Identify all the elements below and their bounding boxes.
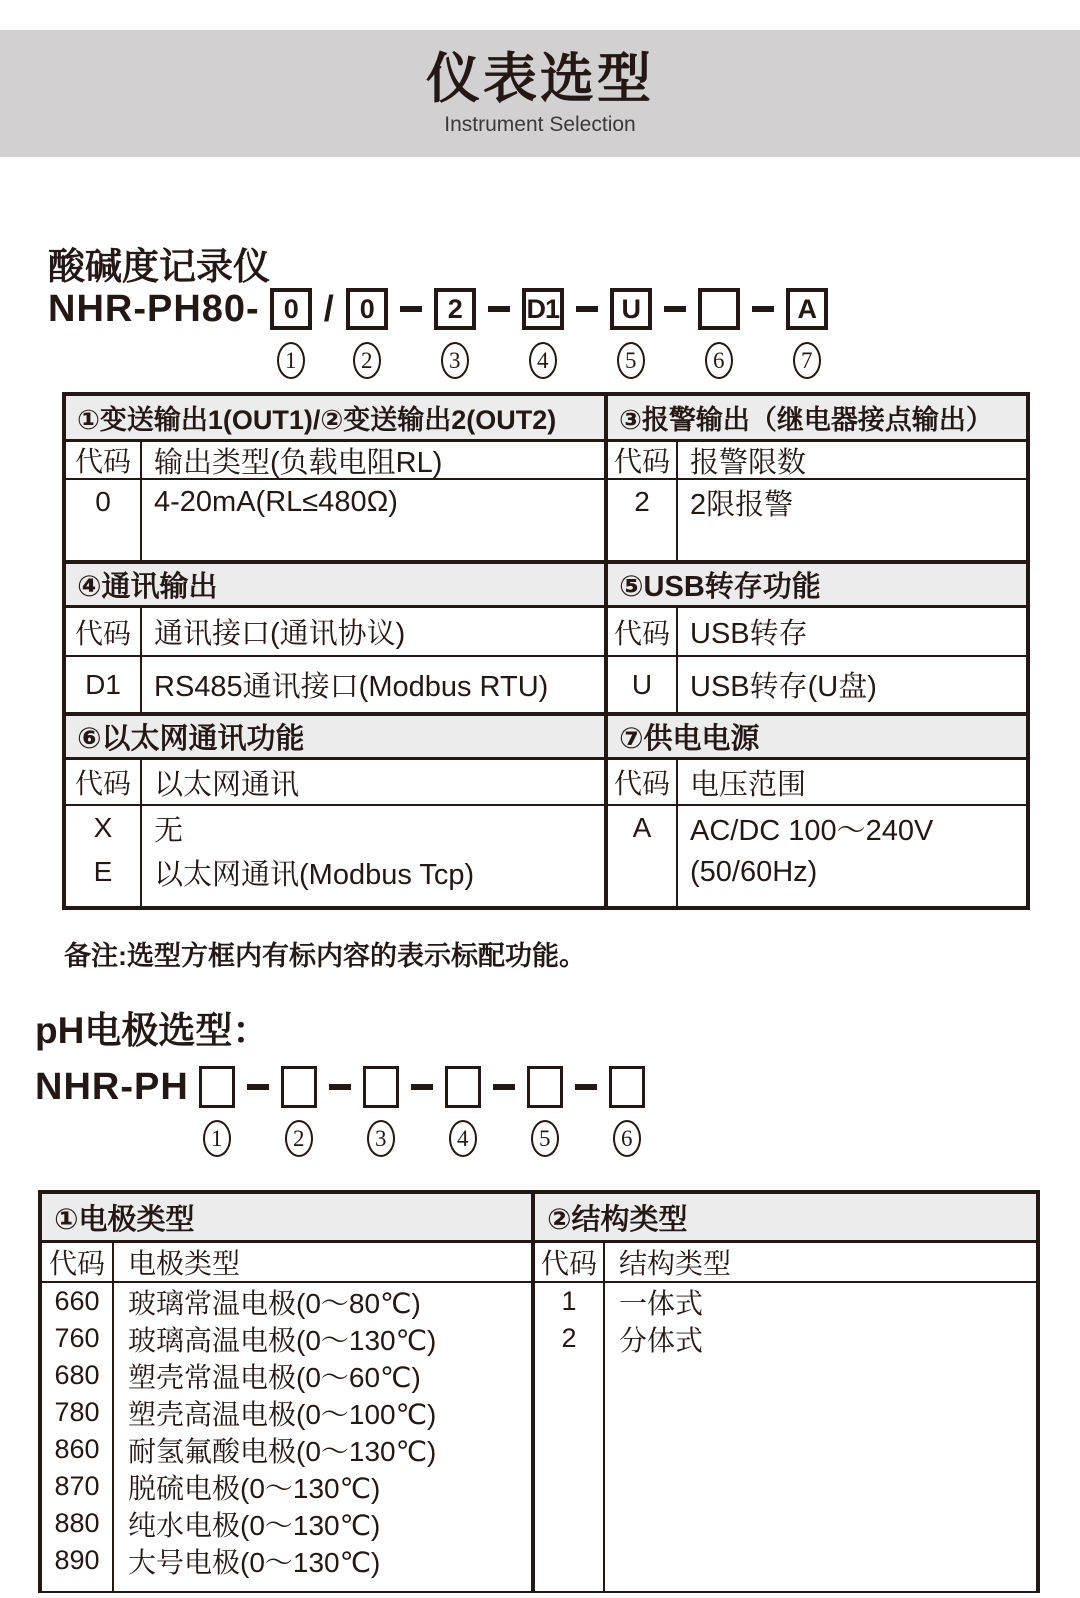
electrode-segment-5 bbox=[527, 1066, 563, 1157]
code-label: 代码 bbox=[66, 608, 142, 655]
selection-table-left-column bbox=[66, 396, 608, 906]
dash-separator bbox=[575, 1066, 597, 1108]
electrode-box-6-empty bbox=[609, 1066, 645, 1108]
segment-number-5: 5 bbox=[617, 342, 645, 379]
electrode-table-right-column bbox=[535, 1194, 1036, 1591]
label-row bbox=[66, 608, 604, 657]
electrode-box-4-empty bbox=[445, 1066, 481, 1108]
segment-number-4: 4 bbox=[529, 342, 557, 379]
dash-separator bbox=[752, 288, 774, 330]
desc-value: 4-20mA(RL≤480Ω) bbox=[154, 485, 398, 518]
electrode-number-3: 3 bbox=[367, 1120, 395, 1157]
dash-separator bbox=[247, 1066, 269, 1108]
electrode-model-prefix: NHR-PH bbox=[35, 1066, 189, 1108]
code-label: 代码 bbox=[608, 442, 678, 478]
model-segment-7 bbox=[786, 288, 828, 379]
section-header-electrode-type: ①电极类型 bbox=[42, 1194, 531, 1243]
dash-separator bbox=[488, 288, 510, 330]
electrode-number-1: 1 bbox=[203, 1120, 231, 1157]
structure-rows bbox=[535, 1283, 1036, 1591]
dash-separator bbox=[576, 288, 598, 330]
section-header-ethernet: ⑥以太网通讯功能 bbox=[66, 712, 604, 760]
code-box-7: A bbox=[786, 288, 828, 330]
recorder-model-prefix: NHR-PH80- bbox=[48, 288, 260, 330]
dash-separator bbox=[493, 1066, 515, 1108]
model-segment-2 bbox=[346, 288, 388, 379]
selection-note: 备注:选型方框内有标内容的表示标配功能。 bbox=[64, 941, 586, 971]
electrode-number-5: 5 bbox=[531, 1120, 559, 1157]
type-label: 以太网通讯 bbox=[154, 768, 300, 801]
code-value: D1 bbox=[66, 657, 142, 712]
electrode-box-5-empty bbox=[527, 1066, 563, 1108]
code-box-6-empty bbox=[698, 288, 740, 330]
desc-value: RS485通讯接口(Modbus RTU) bbox=[154, 671, 549, 703]
code-label: 代码 bbox=[535, 1243, 605, 1281]
code-box-3: 2 bbox=[434, 288, 476, 330]
code-value: 2 bbox=[608, 480, 678, 560]
electrode-segment-4 bbox=[445, 1066, 481, 1157]
type-label: 通讯接口(通讯协议) bbox=[154, 618, 406, 650]
code-value: 0 bbox=[66, 480, 142, 560]
type-label: 输出类型(负载电阻RL) bbox=[154, 446, 443, 479]
code-label: 代码 bbox=[66, 442, 142, 478]
electrode-rows bbox=[42, 1283, 531, 1591]
label-row bbox=[66, 442, 604, 480]
dash-separator bbox=[411, 1066, 433, 1108]
model-segment-3 bbox=[434, 288, 476, 379]
segment-number-1: 1 bbox=[277, 342, 305, 379]
page-banner bbox=[0, 30, 1080, 157]
dash-separator bbox=[664, 288, 686, 330]
electrode-descriptions: 玻璃常温电极(0～80℃) 玻璃高温电极(0～130℃) 塑壳常温电极(0～60℃) 塑壳高温电极(0～100℃) 耐氢氟酸电极(0～130℃) 脱硫电极(0～130℃) 纯水电极(0～130℃) 大号电极(0～130℃) bbox=[128, 1287, 437, 1578]
value-row bbox=[66, 657, 604, 712]
value-rows bbox=[66, 806, 604, 906]
segment-number-2: 2 bbox=[353, 342, 381, 379]
type-label: USB转存 bbox=[690, 618, 808, 650]
desc-values: AC/DC 100～240V (50/60Hz) bbox=[690, 814, 934, 888]
label-row bbox=[42, 1243, 531, 1283]
electrode-segment-6 bbox=[609, 1066, 645, 1157]
desc-values: 无 以太网通讯(Modbus Tcp) bbox=[154, 814, 475, 891]
value-rows bbox=[608, 806, 1026, 906]
value-row bbox=[66, 480, 604, 560]
model-segment-4 bbox=[522, 288, 564, 379]
segment-number-3: 3 bbox=[441, 342, 469, 379]
type-label: 电极类型 bbox=[128, 1248, 241, 1279]
type-label: 电压范围 bbox=[690, 768, 807, 801]
desc-value: 2限报警 bbox=[690, 488, 794, 521]
code-box-1: 0 bbox=[270, 288, 312, 330]
model-segment-6 bbox=[698, 288, 740, 379]
selection-table bbox=[62, 392, 1030, 910]
recorder-model-code-row bbox=[48, 288, 828, 379]
structure-codes: 1 2 bbox=[535, 1283, 605, 1591]
electrode-heading: pH电极选型： bbox=[35, 1010, 270, 1051]
electrode-segment-3 bbox=[363, 1066, 399, 1157]
electrode-table bbox=[38, 1190, 1040, 1593]
electrode-number-4: 4 bbox=[449, 1120, 477, 1157]
label-row bbox=[66, 760, 604, 806]
dash-separator bbox=[329, 1066, 351, 1108]
label-row bbox=[608, 442, 1026, 480]
electrode-box-2-empty bbox=[281, 1066, 317, 1108]
electrode-model-code-row bbox=[35, 1066, 645, 1157]
section-header-comm-output: ④通讯输出 bbox=[66, 560, 604, 608]
code-values: A bbox=[608, 806, 678, 906]
section-header-power-supply: ⑦供电电源 bbox=[608, 712, 1026, 760]
selection-table-right-column bbox=[608, 396, 1026, 906]
code-label: 代码 bbox=[608, 608, 678, 655]
desc-value: USB转存(U盘) bbox=[690, 671, 877, 703]
section-header-out1-out2: ①变送输出1(OUT1)/②变送输出2(OUT2) bbox=[66, 396, 604, 442]
segment-number-7: 7 bbox=[793, 342, 821, 379]
code-label: 代码 bbox=[42, 1243, 114, 1281]
page-subtitle: Instrument Selection bbox=[444, 112, 636, 136]
electrode-number-6: 6 bbox=[613, 1120, 641, 1157]
electrode-number-2: 2 bbox=[285, 1120, 313, 1157]
model-segment-5 bbox=[610, 288, 652, 379]
label-row bbox=[608, 760, 1026, 806]
code-label: 代码 bbox=[66, 760, 142, 804]
value-row bbox=[608, 480, 1026, 560]
type-label: 报警限数 bbox=[690, 446, 807, 479]
electrode-box-3-empty bbox=[363, 1066, 399, 1108]
model-segment-1 bbox=[270, 288, 312, 379]
code-values: X E bbox=[66, 806, 142, 906]
electrode-table-left-column bbox=[42, 1194, 535, 1591]
electrode-segment-2 bbox=[281, 1066, 317, 1157]
recorder-heading: 酸碱度记录仪 bbox=[48, 246, 270, 287]
section-header-alarm-output: ③报警输出（继电器接点输出） bbox=[608, 396, 1026, 442]
slash-separator: / bbox=[323, 288, 334, 329]
segment-number-6: 6 bbox=[705, 342, 733, 379]
section-header-structure-type: ②结构类型 bbox=[535, 1194, 1036, 1243]
type-label: 结构类型 bbox=[619, 1248, 732, 1279]
electrode-segment-1 bbox=[199, 1066, 235, 1157]
electrode-box-1-empty bbox=[199, 1066, 235, 1108]
structure-descriptions: 一体式 分体式 bbox=[619, 1287, 704, 1356]
electrode-codes: 660 760 680 780 860 870 880 890 bbox=[42, 1283, 114, 1591]
code-box-2: 0 bbox=[346, 288, 388, 330]
code-value: U bbox=[608, 657, 678, 712]
section-header-usb: ⑤USB转存功能 bbox=[608, 560, 1026, 608]
code-label: 代码 bbox=[608, 760, 678, 804]
code-box-4: D1 bbox=[522, 288, 564, 330]
code-box-5: U bbox=[610, 288, 652, 330]
label-row bbox=[535, 1243, 1036, 1283]
value-row bbox=[608, 657, 1026, 712]
dash-separator bbox=[400, 288, 422, 330]
page-title: 仪表选型 bbox=[426, 49, 654, 110]
label-row bbox=[608, 608, 1026, 657]
